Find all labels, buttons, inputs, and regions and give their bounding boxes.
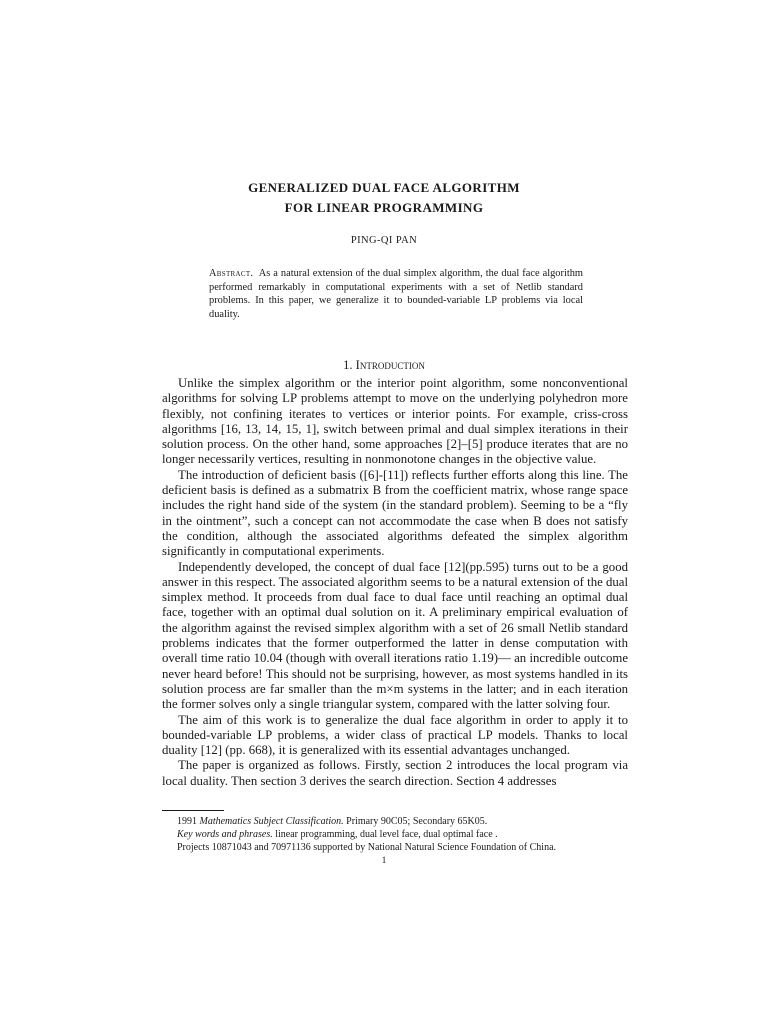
- paragraph: The aim of this work is to generalize the dual face algorithm in order to apply it to bounded-variable LP problems, a wider class of practical LP models. Thanks to local duality [12] (pp. 668), it is generalized with its essential advantages unchanged.: [162, 712, 628, 758]
- paragraph: The introduction of deficient basis ([6]-[11]) reflects further efforts along this line. The deficient basis is defined as a submatrix B from the coefficient matrix, whose range space includes the right hand side of the system (in the standard problem). Seeming to be a “fly in the ointment”, such a concept can not accommodate the case when B does not satisfy the condition, although the associated algorithms defeated the simplex algorithm significantly in computational experiments.: [162, 467, 628, 559]
- msc-label: Mathematics Subject Classification.: [199, 816, 344, 827]
- msc-year: 1991: [177, 816, 197, 827]
- abstract: [209, 267, 583, 321]
- footnotes: [177, 815, 637, 854]
- section-title: Introduction: [355, 358, 425, 372]
- title-line-2: FOR LINEAR PROGRAMMING: [284, 200, 484, 215]
- paragraph: Independently developed, the concept of dual face [12](pp.595) turns out to be a good answer in this respect. The associated algorithm seems to be a natural extension of the dual simplex method. It proceeds from dual face to dual face until reaching an optimal dual face, together with an optimal dual solution on it. A preliminary empirical evaluation of the algorithm against the revised simplex algorithm with a set of 26 small Netlib standard problems indicates that the former outperformed the latter in dense computation with overall time ratio 10.04 (though with overall iterations ratio 1.19)— an incredible outcome never heard before! This should not be surprising, however, as most systems handled in its solution process are far smaller than the m×m systems in the latter; and in each iteration the former solves only a single triangular system, compared with the latter solving four.: [162, 559, 628, 712]
- body-text: [162, 376, 628, 789]
- page-number: 1: [381, 856, 387, 866]
- msc-text: Primary 90C05; Secondary 65K05.: [346, 816, 488, 827]
- section-number: 1.: [343, 358, 353, 372]
- paragraph: The paper is organized as follows. Firstly, section 2 introduces the local program via local duality. Then section 3 derives the search direction. Section 4 addresses: [162, 758, 628, 788]
- section-heading: [0, 358, 768, 373]
- abstract-label: Abstract.: [209, 268, 254, 279]
- footnote-keywords: [177, 828, 637, 841]
- keywords-label: Key words and phrases.: [177, 829, 273, 840]
- abstract-text: As a natural extension of the dual simplex algorithm, the dual face algorithm performed remarkably in computational experiments with a set of Netlib standard problems. In this paper, we generalize it to bounded-variable LP problems via local duality.: [209, 268, 584, 320]
- paper-title: [0, 178, 768, 218]
- paragraph: Unlike the simplex algorithm or the interior point algorithm, some nonconventional algorithms for solving LP problems attempt to move on the underlying polyhedron more flexibly, not confining iterates to vertices or interior points. For example, criss-cross algorithms [16, 13, 14, 15, 1], switch between primal and dual simplex iterations in their solution process. On the other hand, some approaches [2]–[5] produce iterates that are no longer necessarily vertices, resulting in nonmonotone changes in the objective value.: [162, 376, 628, 467]
- footnote-funding: Projects 10871043 and 70971136 supported by National Natural Science Foundation of China.: [177, 842, 557, 853]
- footnote-msc: [177, 815, 637, 828]
- keywords-text: linear programming, dual level face, dual optimal face .: [275, 829, 498, 840]
- footnote-divider: [162, 810, 224, 811]
- author-name: PING-QI PAN: [350, 235, 418, 246]
- title-line-1: GENERALIZED DUAL FACE ALGORITHM: [248, 180, 520, 195]
